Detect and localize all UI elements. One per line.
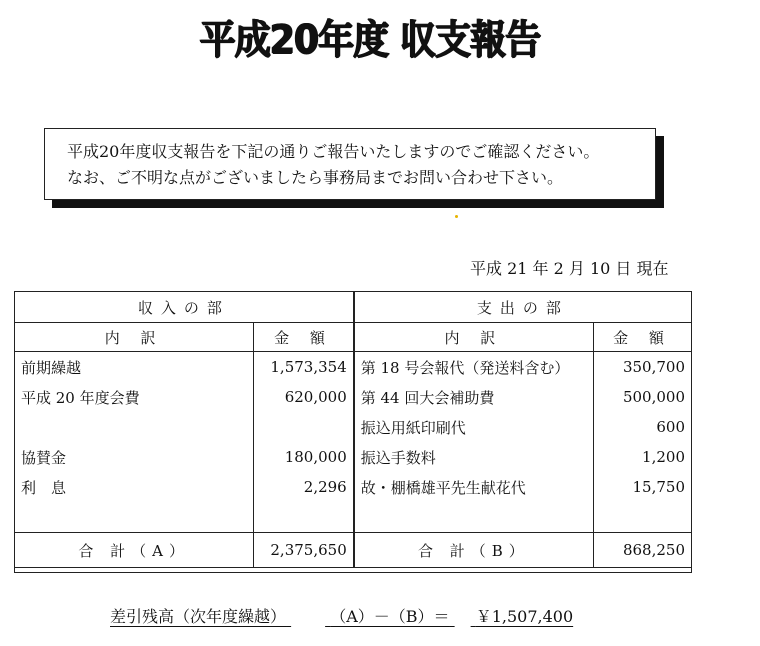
income-amount: 1,573,354 (254, 352, 354, 383)
income-item (15, 502, 254, 533)
income-item: 前期繰越 (15, 352, 254, 383)
table-row (15, 442, 692, 472)
expense-amount: 500,000 (594, 382, 692, 412)
page-title: 平成20年度 収支報告 (199, 17, 541, 63)
expense-col-item: 内 訳 (354, 323, 594, 352)
expense-item: 振込手数料 (354, 442, 594, 472)
notice-line-2: なお、ご不明な点がございましたら事務局までお問い合わせ下さい。 (67, 168, 564, 187)
expense-item: 故・棚橋雄平先生献花代 (354, 472, 594, 502)
expense-item: 第 44 回大会補助費 (354, 382, 594, 412)
ink-dot (455, 215, 458, 218)
section-header-row (15, 292, 692, 323)
income-amount (254, 502, 354, 533)
income-item: 協賛金 (15, 442, 254, 472)
income-total-amount: 2,375,650 (254, 533, 354, 568)
table-row (15, 502, 692, 533)
income-col-item: 内 訳 (15, 323, 254, 352)
income-amount: 620,000 (254, 382, 354, 412)
income-col-amount: 金 額 (254, 323, 354, 352)
table-row (15, 412, 692, 442)
expense-amount (594, 502, 692, 533)
income-amount (254, 412, 354, 442)
table-row (15, 352, 692, 383)
table-row (15, 382, 692, 412)
expense-total-label: 合 計（B） (354, 533, 594, 568)
expense-item: 第 18 号会報代（発送料含む） (354, 352, 594, 383)
income-item (15, 412, 254, 442)
income-total-label: 合 計（A） (15, 533, 254, 568)
expense-amount: 15,750 (594, 472, 692, 502)
as-of-date: 平成 21 年 2 月 10 日 現在 (470, 259, 669, 278)
ledger-table (14, 291, 692, 568)
income-item: 平成 20 年度会費 (15, 382, 254, 412)
expense-total-amount: 868,250 (594, 533, 692, 568)
column-header-row (15, 323, 692, 352)
expense-item (354, 502, 594, 533)
balance-line (110, 604, 573, 627)
income-amount: 180,000 (254, 442, 354, 472)
expense-col-amount: 金 額 (594, 323, 692, 352)
income-amount: 2,296 (254, 472, 354, 502)
balance-amount: ￥1,507,400 (475, 607, 574, 626)
expense-section-label: 支出の部 (354, 292, 692, 323)
balance-formula: （A）－（B）＝ (330, 607, 450, 626)
expense-amount: 350,700 (594, 352, 692, 383)
notice-box (44, 128, 656, 200)
expense-item: 振込用紙印刷代 (354, 412, 594, 442)
total-row (15, 533, 692, 568)
balance-label: 差引残高（次年度繰越） (110, 607, 287, 626)
expense-amount: 600 (594, 412, 692, 442)
income-section-label: 収入の部 (15, 292, 354, 323)
expense-amount: 1,200 (594, 442, 692, 472)
income-item: 利 息 (15, 472, 254, 502)
notice-line-1: 平成20年度収支報告を下記の通りご報告いたしますのでご確認ください。 (67, 142, 600, 161)
table-row (15, 472, 692, 502)
